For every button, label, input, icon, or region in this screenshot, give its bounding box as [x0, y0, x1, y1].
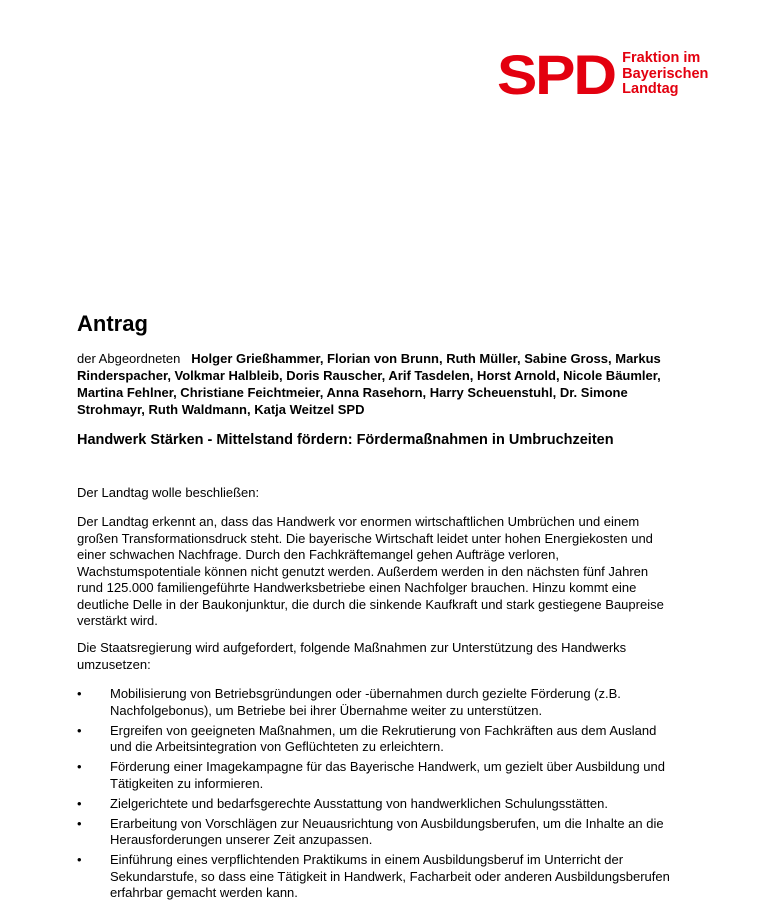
bullet: • — [77, 815, 82, 831]
list-item-text: Zielgerichtete und bedarfsgerechte Ausstattung von handwerklichen Schulungsstätten. — [110, 795, 608, 811]
logo-line: Bayerischen — [622, 65, 709, 82]
list-item-text: Ergreifen von geeigneten Maßnahmen, um die Rekrutierung von Fachkräften aus dem Ausland und die Arbeitsintegration von Geflüchteten zu erleichtern. — [110, 722, 657, 754]
authors-names: Holger Grießhammer, Florian von Brunn, Ruth Müller, Sabine Gross, Markus Rinderspacher, Volkmar Halbleib, Doris Rauscher, Arif Tasdelen, Horst Arnold, Nicole Bäumler, Martina Fehlner, Christiane Feichtmeier, Anna Rasehorn, Harry Scheuenstuhl, Dr. Simone Strohmayr, Ruth Waldmann, Katja Weitzel SPD — [77, 351, 661, 417]
spd-logo — [497, 43, 709, 106]
document-heading: Antrag — [77, 311, 148, 336]
list-item-text: Erarbeitung von Vorschlägen zur Neuausrichtung von Ausbildungsberufen, um die Inhalte an die Herausforderungen unserer Zeit anzupassen. — [110, 815, 664, 847]
list-item — [77, 816, 677, 849]
authors-block — [77, 350, 677, 418]
logo-line: Fraktion im — [622, 50, 701, 66]
list-item — [77, 759, 677, 792]
bullet: • — [77, 759, 82, 774]
logo-subtitle — [622, 51, 708, 98]
list-item-text: Förderung einer Imagekampagne für das Bayerische Handwerk, um gezielt über Ausbildung und Tätigkeiten zu informieren. — [110, 759, 665, 791]
list-item — [77, 796, 677, 813]
list-item-text: Einführung eines verpflichtenden Praktikums in einem Ausbildungsberuf im Unterricht der Sekundarstufe, so dass eine Tätigkeit in Handwerk, Facharbeit oder anderen Ausbildungsberufen erfahrbar gemacht werden kann. — [110, 852, 670, 900]
bullet: • — [77, 852, 82, 867]
bullet: • — [77, 686, 82, 701]
bullet: • — [77, 722, 82, 738]
list-item-text: Mobilisierung von Betriebsgründungen oder -übernahmen durch gezielte Förderung (z.B. Nachfolgebonus), um Betriebe bei ihrer Übernahme weiter zu unterstützen. — [110, 686, 621, 718]
paragraph-request: Die Staatsregierung wird aufgefordert, folgende Maßnahmen zur Unterstützung des Handwerks umzusetzen: — [77, 640, 627, 672]
logo-mark: SPD — [497, 43, 615, 106]
bullet: • — [77, 795, 82, 811]
paragraph-context: Der Landtag erkennt an, dass das Handwerk vor enormen wirtschaftlichen Umbrüchen und einem großen Transformationsdruck steht. Die bayerische Wirtschaft leidet unter hohen Energiekosten und einer schwachen Nachfrage. Durch den Fachkräftemangel gehen Aufträge verloren, Wachstumspotentiale können nicht genutzt werden. Außerdem werden in den nächsten fünf Jahren rund 125.000 familiengeführte Handwerksbetriebe einen Nachfolger brauchen. Hinzu kommt eine deutliche Delle in der Baukonjunktur, die durch die sinkende Kaufkraft und stark gestiegene Baupreise verstärkt wird. — [77, 514, 664, 628]
list-item — [77, 686, 677, 719]
authors-intro: der Abgeordneten — [77, 351, 181, 366]
measures-list — [77, 686, 677, 905]
list-item — [77, 723, 677, 756]
list-item — [77, 852, 677, 902]
motion-title: Handwerk Stärken - Mittelstand fördern: Fördermaßnahmen in Umbruchzeiten — [77, 432, 614, 448]
resolution-intro: Der Landtag wolle beschließen: — [77, 485, 260, 500]
logo-line: Landtag — [622, 81, 679, 97]
